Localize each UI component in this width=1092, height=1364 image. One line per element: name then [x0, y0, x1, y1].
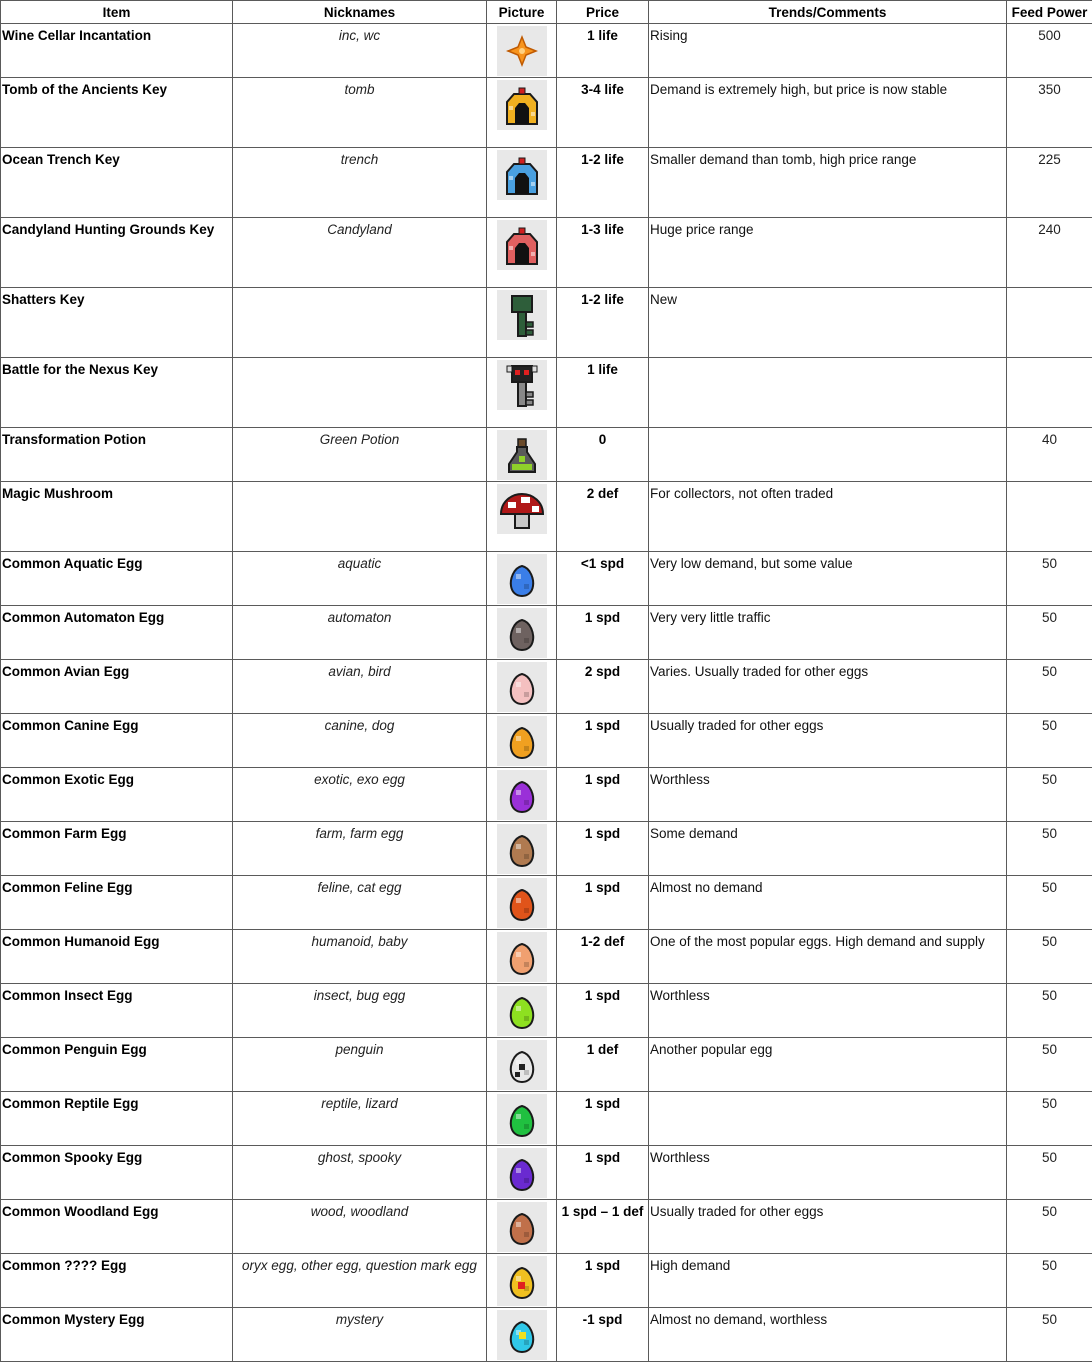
automaton-egg-icon: [497, 608, 547, 658]
canine-egg-icon: [497, 716, 547, 766]
item-nicknames: tomb: [233, 78, 487, 148]
item-name: Magic Mushroom: [1, 482, 233, 552]
item-nicknames: [233, 482, 487, 552]
item-trend-comment: Usually traded for other eggs: [649, 714, 1007, 768]
woodland-egg-icon: [497, 1202, 547, 1252]
item-price: 1 spd: [557, 1092, 649, 1146]
item-name: Common Farm Egg: [1, 822, 233, 876]
item-nicknames: aquatic: [233, 552, 487, 606]
item-price: 1-3 life: [557, 218, 649, 288]
item-trend-comment: [649, 428, 1007, 482]
item-feed-power: 50: [1007, 1146, 1092, 1200]
item-price: -1 spd: [557, 1308, 649, 1362]
item-picture: [487, 1038, 557, 1092]
mystery-egg-icon: [497, 1310, 547, 1360]
item-feed-power: 50: [1007, 1038, 1092, 1092]
header-nicknames: Nicknames: [233, 1, 487, 24]
item-trend-comment: New: [649, 288, 1007, 358]
mystery-egg-icon-graphic: [497, 1310, 547, 1360]
item-name: Common Aquatic Egg: [1, 552, 233, 606]
table-row: [1, 768, 1092, 822]
item-picture: [487, 1146, 557, 1200]
aquatic-egg-icon: [497, 554, 547, 604]
item-nicknames: reptile, lizard: [233, 1092, 487, 1146]
item-picture: [487, 1308, 557, 1362]
item-picture: [487, 482, 557, 552]
header-picture: Picture: [487, 1, 557, 24]
item-price: 1 life: [557, 358, 649, 428]
table-row: [1, 1200, 1092, 1254]
item-feed-power: 50: [1007, 1308, 1092, 1362]
table-row: [1, 822, 1092, 876]
item-nicknames: Green Potion: [233, 428, 487, 482]
question-egg-icon-graphic: [497, 1256, 547, 1306]
item-trend-comment: High demand: [649, 1254, 1007, 1308]
item-name: Common Woodland Egg: [1, 1200, 233, 1254]
item-picture: [487, 428, 557, 482]
trench-portal-icon: [497, 150, 547, 200]
item-price: 1 spd: [557, 1254, 649, 1308]
item-trend-comment: Smaller demand than tomb, high price range: [649, 148, 1007, 218]
item-feed-power: 50: [1007, 552, 1092, 606]
automaton-egg-icon-graphic: [497, 608, 547, 658]
item-nicknames: inc, wc: [233, 24, 487, 78]
item-price: 1-2 life: [557, 148, 649, 218]
item-trend-comment: Rising: [649, 24, 1007, 78]
green-potion-icon-graphic: [497, 430, 547, 480]
tomb-portal-icon: [497, 80, 547, 130]
reptile-egg-icon: [497, 1094, 547, 1144]
item-picture: [487, 288, 557, 358]
shatters-key-icon: [497, 290, 547, 340]
item-name: Common Spooky Egg: [1, 1146, 233, 1200]
item-feed-power: 225: [1007, 148, 1092, 218]
item-price: 1 spd: [557, 876, 649, 930]
item-trend-comment: Demand is extremely high, but price is now stable: [649, 78, 1007, 148]
item-trend-comment: Some demand: [649, 822, 1007, 876]
green-potion-icon: [497, 430, 547, 480]
item-picture: [487, 358, 557, 428]
item-feed-power: 50: [1007, 1254, 1092, 1308]
item-feed-power: 50: [1007, 768, 1092, 822]
spooky-egg-icon-graphic: [497, 1148, 547, 1198]
exotic-egg-icon-graphic: [497, 770, 547, 820]
table-row: [1, 358, 1092, 428]
item-name: Common Avian Egg: [1, 660, 233, 714]
item-price: 1 spd: [557, 606, 649, 660]
item-name: Common Mystery Egg: [1, 1308, 233, 1362]
item-nicknames: mystery: [233, 1308, 487, 1362]
item-name: Common Feline Egg: [1, 876, 233, 930]
item-picture: [487, 78, 557, 148]
avian-egg-icon: [497, 662, 547, 712]
item-nicknames: [233, 288, 487, 358]
table-body: [1, 24, 1092, 1362]
item-trend-comment: Almost no demand, worthless: [649, 1308, 1007, 1362]
item-nicknames: insect, bug egg: [233, 984, 487, 1038]
header-trends: Trends/Comments: [649, 1, 1007, 24]
header-row: [1, 1, 1092, 24]
item-nicknames: humanoid, baby: [233, 930, 487, 984]
humanoid-egg-icon: [497, 932, 547, 982]
item-trend-comment: Almost no demand: [649, 876, 1007, 930]
table-row: [1, 1308, 1092, 1362]
item-picture: [487, 660, 557, 714]
table-row: [1, 1146, 1092, 1200]
item-picture: [487, 930, 557, 984]
item-price: 3-4 life: [557, 78, 649, 148]
item-trend-comment: [649, 1092, 1007, 1146]
item-nicknames: exotic, exo egg: [233, 768, 487, 822]
item-name: Common Canine Egg: [1, 714, 233, 768]
table-row: [1, 1038, 1092, 1092]
header-price: Price: [557, 1, 649, 24]
item-picture: [487, 876, 557, 930]
item-picture: [487, 984, 557, 1038]
item-nicknames: [233, 358, 487, 428]
item-trend-comment: Varies. Usually traded for other eggs: [649, 660, 1007, 714]
mushroom-icon-graphic: [497, 484, 547, 534]
feline-egg-icon: [497, 878, 547, 928]
item-name: Tomb of the Ancients Key: [1, 78, 233, 148]
table-row: [1, 24, 1092, 78]
table-row: [1, 78, 1092, 148]
table-row: [1, 148, 1092, 218]
item-nicknames: avian, bird: [233, 660, 487, 714]
item-picture: [487, 1092, 557, 1146]
item-nicknames: oryx egg, other egg, question mark egg: [233, 1254, 487, 1308]
item-trend-comment: [649, 358, 1007, 428]
exotic-egg-icon: [497, 770, 547, 820]
table-row: [1, 1254, 1092, 1308]
item-feed-power: 350: [1007, 78, 1092, 148]
nexus-key-icon-graphic: [497, 360, 547, 410]
item-picture: [487, 1200, 557, 1254]
item-price: 1 spd: [557, 822, 649, 876]
item-price: 1 spd: [557, 714, 649, 768]
item-price: 1-2 life: [557, 288, 649, 358]
item-feed-power: [1007, 358, 1092, 428]
item-price: 2 def: [557, 482, 649, 552]
candyland-portal-icon-graphic: [497, 220, 547, 270]
item-feed-power: 50: [1007, 984, 1092, 1038]
item-picture: [487, 24, 557, 78]
item-trend-comment: Worthless: [649, 984, 1007, 1038]
canine-egg-icon-graphic: [497, 716, 547, 766]
table-row: [1, 1092, 1092, 1146]
item-picture: [487, 822, 557, 876]
question-egg-icon: [497, 1256, 547, 1306]
item-nicknames: automaton: [233, 606, 487, 660]
table-row: [1, 218, 1092, 288]
humanoid-egg-icon-graphic: [497, 932, 547, 982]
item-nicknames: penguin: [233, 1038, 487, 1092]
item-name: Candyland Hunting Grounds Key: [1, 218, 233, 288]
item-nicknames: trench: [233, 148, 487, 218]
aquatic-egg-icon-graphic: [497, 554, 547, 604]
item-name: Common ???? Egg: [1, 1254, 233, 1308]
item-name: Common Exotic Egg: [1, 768, 233, 822]
woodland-egg-icon-graphic: [497, 1202, 547, 1252]
reptile-egg-icon-graphic: [497, 1094, 547, 1144]
item-nicknames: canine, dog: [233, 714, 487, 768]
penguin-egg-icon: [497, 1040, 547, 1090]
item-trend-comment: Huge price range: [649, 218, 1007, 288]
item-trend-comment: For collectors, not often traded: [649, 482, 1007, 552]
item-price: 0: [557, 428, 649, 482]
item-name: Battle for the Nexus Key: [1, 358, 233, 428]
mushroom-icon: [497, 484, 547, 534]
item-nicknames: farm, farm egg: [233, 822, 487, 876]
item-feed-power: 50: [1007, 660, 1092, 714]
item-price: 1 life: [557, 24, 649, 78]
orange-star-icon: [497, 26, 547, 76]
item-nicknames: ghost, spooky: [233, 1146, 487, 1200]
table-row: [1, 288, 1092, 358]
item-price: 1 spd: [557, 1146, 649, 1200]
item-picture: [487, 218, 557, 288]
table-row: [1, 876, 1092, 930]
item-nicknames: wood, woodland: [233, 1200, 487, 1254]
table-row: [1, 660, 1092, 714]
item-trend-comment: Very very little traffic: [649, 606, 1007, 660]
item-name: Ocean Trench Key: [1, 148, 233, 218]
header-feed-power: Feed Power: [1007, 1, 1092, 24]
item-trend-comment: Very low demand, but some value: [649, 552, 1007, 606]
item-feed-power: 50: [1007, 714, 1092, 768]
table-row: [1, 984, 1092, 1038]
item-trend-comment: Worthless: [649, 768, 1007, 822]
item-feed-power: 50: [1007, 1200, 1092, 1254]
item-price: 1-2 def: [557, 930, 649, 984]
table-row: [1, 714, 1092, 768]
nexus-key-icon: [497, 360, 547, 410]
item-name: Common Insect Egg: [1, 984, 233, 1038]
table-row: [1, 428, 1092, 482]
item-name: Common Automaton Egg: [1, 606, 233, 660]
item-feed-power: 40: [1007, 428, 1092, 482]
item-feed-power: [1007, 288, 1092, 358]
item-picture: [487, 552, 557, 606]
item-feed-power: 50: [1007, 876, 1092, 930]
item-feed-power: 50: [1007, 1092, 1092, 1146]
item-picture: [487, 768, 557, 822]
item-picture: [487, 606, 557, 660]
table-row: [1, 552, 1092, 606]
shatters-key-icon-graphic: [497, 290, 547, 340]
spooky-egg-icon: [497, 1148, 547, 1198]
item-price: 2 spd: [557, 660, 649, 714]
feline-egg-icon-graphic: [497, 878, 547, 928]
tomb-portal-icon-graphic: [497, 80, 547, 130]
item-name: Shatters Key: [1, 288, 233, 358]
item-feed-power: 50: [1007, 822, 1092, 876]
header-item: Item: [1, 1, 233, 24]
item-name: Common Humanoid Egg: [1, 930, 233, 984]
orange-star-icon-graphic: [497, 26, 547, 76]
item-price: 1 spd – 1 def: [557, 1200, 649, 1254]
item-feed-power: 50: [1007, 930, 1092, 984]
item-price: 1 def: [557, 1038, 649, 1092]
item-picture: [487, 148, 557, 218]
item-trend-comment: Another popular egg: [649, 1038, 1007, 1092]
item-nicknames: Candyland: [233, 218, 487, 288]
item-picture: [487, 1254, 557, 1308]
item-name: Wine Cellar Incantation: [1, 24, 233, 78]
item-feed-power: 500: [1007, 24, 1092, 78]
item-nicknames: feline, cat egg: [233, 876, 487, 930]
item-picture: [487, 714, 557, 768]
insect-egg-icon-graphic: [497, 986, 547, 1036]
item-trend-comment: Worthless: [649, 1146, 1007, 1200]
farm-egg-icon: [497, 824, 547, 874]
item-price: 1 spd: [557, 984, 649, 1038]
item-feed-power: 50: [1007, 606, 1092, 660]
item-feed-power: [1007, 482, 1092, 552]
item-feed-power: 240: [1007, 218, 1092, 288]
item-name: Common Reptile Egg: [1, 1092, 233, 1146]
item-name: Transformation Potion: [1, 428, 233, 482]
item-trend-comment: One of the most popular eggs. High demand and supply: [649, 930, 1007, 984]
table-row: [1, 930, 1092, 984]
table-row: [1, 606, 1092, 660]
item-price: <1 spd: [557, 552, 649, 606]
penguin-egg-icon-graphic: [497, 1040, 547, 1090]
item-price: 1 spd: [557, 768, 649, 822]
trench-portal-icon-graphic: [497, 150, 547, 200]
table-row: [1, 482, 1092, 552]
avian-egg-icon-graphic: [497, 662, 547, 712]
candyland-portal-icon: [497, 220, 547, 270]
farm-egg-icon-graphic: [497, 824, 547, 874]
item-trend-comment: Usually traded for other eggs: [649, 1200, 1007, 1254]
insect-egg-icon: [497, 986, 547, 1036]
item-name: Common Penguin Egg: [1, 1038, 233, 1092]
